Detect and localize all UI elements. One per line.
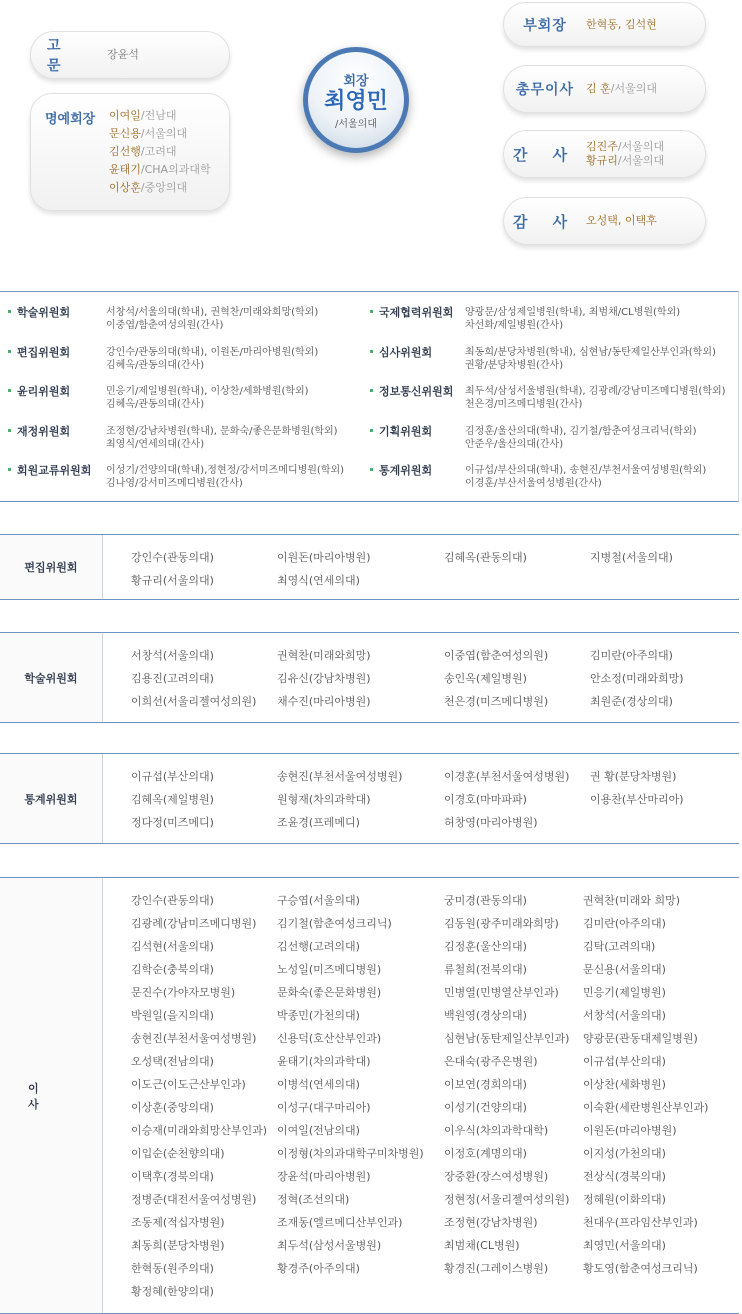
member-cell: 민응기(제일병원) — [583, 986, 666, 999]
member-cell: 강인수(관동의대) — [131, 894, 214, 907]
member-cell: 이병석(연세의대) — [277, 1078, 360, 1091]
member-cell: 최두석(삼성서울병원) — [277, 1239, 382, 1252]
member-cell: 이원돈(마리아병원) — [277, 551, 371, 564]
member-grid — [131, 765, 740, 834]
member-cell: 김미란(아주의대) — [583, 917, 666, 930]
member-cell: 신용덕(호산산부인과) — [277, 1032, 382, 1045]
member-grid — [131, 889, 742, 1303]
member-cell: 한혁동(원주의대) — [131, 1262, 214, 1275]
member-cell: 정다정(미즈메디) — [131, 816, 214, 829]
committee-name: 편집위원회 — [17, 346, 71, 359]
member-cell: 황도영(함춘여성크리닉) — [583, 1262, 698, 1275]
editorial-committee-table — [0, 534, 739, 600]
auditor-card — [503, 197, 706, 245]
member-cell: 이희선(서울리젤여성의원) — [131, 695, 257, 708]
member-cell: 이경호(마마파파) — [444, 793, 527, 806]
member-cell: 문진수(가야자모병원) — [131, 986, 236, 999]
member-cell: 이입순(순천향의대) — [131, 1147, 225, 1160]
member-cell: 김유신(강남차병원) — [277, 672, 371, 685]
member-cell: 이규섭(부산의대) — [131, 770, 214, 783]
committee-name: 학술위원회 — [17, 306, 71, 319]
member-cell: 황경주(아주의대) — [277, 1262, 360, 1275]
committee-members: 최동희/분당차병원(학내), 심현남/동탄제일산부인과(학외) 권황/분당차병원(간사) — [465, 347, 716, 371]
member-cell: 조동제(적십자병원) — [131, 1216, 225, 1229]
committee-members: 이규섭/부산의대(학내), 송현진/부천서울여성병원(학외) 이경훈/부산서울여성병원(간사) — [465, 465, 707, 489]
bullet-icon — [370, 350, 373, 353]
member-cell: 이보연(경희의대) — [444, 1078, 527, 1091]
member-cell: 최범채(CL병원) — [444, 1239, 520, 1252]
committee-name: 기획위원회 — [379, 425, 433, 438]
member-cell: 장윤석(마리아병원) — [277, 1170, 371, 1183]
honorary-list — [109, 107, 211, 197]
member-cell: 권혁찬(미래와 희망) — [583, 894, 681, 907]
general-secretary-role: 총무이사 — [515, 82, 575, 98]
committee-name: 정보통신위원회 — [379, 385, 454, 398]
member-cell: 정병준(대전서울여성병원) — [131, 1193, 257, 1206]
member-grid — [131, 644, 740, 713]
honorary-member: 이상훈/중앙의대 — [109, 181, 188, 194]
member-cell: 이원돈(마리아병원) — [583, 1124, 677, 1137]
table-heading: 통계위원회 — [0, 754, 103, 843]
committee-members: 최두석/삼성서울병원(학내), 김광례/강남미즈메디병원(학외) 천은경/미즈메디병원(간사) — [465, 386, 726, 410]
general-secretary-card — [503, 65, 706, 113]
member-cell: 이성기(건양의대) — [444, 1101, 527, 1114]
member-cell: 최원준(경상의대) — [590, 695, 673, 708]
member-cell: 이정호(계명의대) — [444, 1147, 527, 1160]
member-grid — [131, 546, 740, 592]
member-cell: 황경진(그레이스병원) — [444, 1262, 549, 1275]
member-cell: 양광문(관동대제일병원) — [583, 1032, 698, 1045]
member-cell: 최동희(분당차병원) — [131, 1239, 225, 1252]
member-cell: 이지성(가천의대) — [583, 1147, 666, 1160]
member-cell: 문화숙(좋은문화병원) — [277, 986, 382, 999]
academic-committee-table — [0, 632, 739, 723]
member-cell: 장중환(장스여성병원) — [444, 1170, 549, 1183]
member-cell: 구승엽(서울의대) — [277, 894, 360, 907]
member-cell: 김탁(고려의대) — [583, 940, 656, 953]
member-cell: 황정혜(한양의대) — [131, 1285, 214, 1298]
secretary-card — [503, 130, 706, 178]
bullet-icon — [8, 310, 11, 313]
member-cell: 김미란(아주의대) — [590, 649, 673, 662]
member-cell: 김광례(강남미즈메디병원) — [131, 917, 257, 930]
bullet-icon — [370, 389, 373, 392]
member-cell: 안소정(미래와희망) — [590, 672, 684, 685]
bullet-icon — [8, 389, 11, 392]
committee-members: 양광문/삼성제일병원(학내), 최범채/CL병원(학외) 차선화/제일병원(간사) — [465, 307, 681, 331]
honorary-member: 김선행/고려대 — [109, 145, 177, 158]
statistics-committee-table — [0, 753, 739, 844]
member-cell: 심현남(동탄제일산부인과) — [444, 1032, 570, 1045]
member-cell: 이경훈(부천서울여성병원) — [444, 770, 570, 783]
member-cell: 천은경(미즈메디병원) — [444, 695, 549, 708]
member-cell: 박종민(가천의대) — [277, 1009, 360, 1022]
member-cell: 오성택(전남의대) — [131, 1055, 214, 1068]
secretary-names: 김진주/서울의대 황규리/서울의대 — [586, 140, 665, 167]
member-cell: 문신용(서울의대) — [583, 963, 666, 976]
member-cell: 김석현(서울의대) — [131, 940, 214, 953]
advisor-name: 장윤석 — [107, 48, 139, 61]
member-cell: 이정형(차의과대학구미차병원) — [277, 1147, 424, 1160]
member-cell: 노성일(미즈메디병원) — [277, 963, 382, 976]
honorary-member: 문신용/서울의대 — [109, 127, 188, 140]
member-cell: 최영식(연세의대) — [277, 574, 360, 587]
member-cell: 지병철(서울의대) — [590, 551, 673, 564]
table-heading: 이 사 — [0, 878, 103, 1313]
bullet-icon — [370, 310, 373, 313]
member-cell: 김용진(고려의대) — [131, 672, 214, 685]
committee-name: 국제협력위원회 — [379, 306, 454, 319]
bullet-icon — [8, 350, 11, 353]
member-cell: 원형재(차의과학대) — [277, 793, 371, 806]
directors-table — [0, 877, 739, 1314]
member-cell: 궁미경(관동의대) — [444, 894, 527, 907]
member-cell: 권 황(분당차병원) — [590, 770, 677, 783]
member-cell: 백원영(경상의대) — [444, 1009, 527, 1022]
committee-name: 회원교류위원회 — [17, 464, 92, 477]
president-affiliation: /서울의대 — [334, 119, 377, 130]
member-cell: 채수진(마리아병원) — [277, 695, 371, 708]
committee-name: 윤리위원회 — [17, 385, 71, 398]
table-heading: 편집위원회 — [0, 535, 103, 599]
member-cell: 김기철(함춘여성크리닉) — [277, 917, 392, 930]
member-cell: 송인옥(제일병원) — [444, 672, 527, 685]
committee-members: 조정현/강남차병원(학내), 문화숙/좋은문화병원(학외) 최영식/연세의대(간사) — [106, 426, 338, 450]
member-cell: 이상찬(세화병원) — [583, 1078, 666, 1091]
honorary-member: 이여일/전남대 — [109, 109, 177, 122]
president-name: 최영민 — [324, 89, 388, 114]
committee-members: 강인수/관동의대(학내), 이원돈/마리아병원(학외) 김혜옥/관동의대(간사) — [106, 347, 319, 371]
bullet-icon — [8, 429, 11, 432]
advisor-card — [30, 31, 230, 79]
member-cell: 이성구(대구마리아) — [277, 1101, 371, 1114]
honorary-member: 윤태기/CHA의과대학 — [109, 163, 211, 176]
member-cell: 김혜옥(제일병원) — [131, 793, 214, 806]
auditor-role: 감 사 — [512, 212, 578, 231]
president-circle — [303, 47, 409, 153]
member-cell: 조재동(엘르메디산부인과) — [277, 1216, 403, 1229]
table-heading: 학술위원회 — [0, 633, 103, 722]
member-cell: 강인수(관동의대) — [131, 551, 214, 564]
member-cell: 서창석(서울의대) — [583, 1009, 666, 1022]
member-cell: 전상식(경북의대) — [583, 1170, 666, 1183]
president-title: 회장 — [343, 74, 369, 89]
member-cell: 이용찬(부산마리아) — [590, 793, 684, 806]
committee-name: 재정위원회 — [17, 425, 71, 438]
member-cell: 송현진(부천서울여성병원) — [131, 1032, 257, 1045]
member-cell: 정혁(조선의대) — [277, 1193, 350, 1206]
member-cell: 민병열(민병열산부인과) — [444, 986, 559, 999]
committee-members: 이성기/건양의대(학내),정현정/강서미즈메디병원(학외) 김나영/강서미즈메디병원(간사) — [106, 465, 345, 489]
member-cell: 조윤경(프레메디) — [277, 816, 360, 829]
member-cell: 이숙환(세란병원산부인과) — [583, 1101, 709, 1114]
member-cell: 황규리(서울의대) — [131, 574, 214, 587]
committee-members: 민응기/제일병원(학내), 이상찬/세화병원(학외) 김혜옥/관동의대(간사) — [106, 386, 309, 410]
general-secretary-name: 김 훈/서울의대 — [586, 82, 657, 95]
honorary-role: 명예회장 — [45, 112, 96, 127]
member-cell: 김동원(광주미래와희망) — [444, 917, 559, 930]
member-cell: 정혜원(이화의대) — [583, 1193, 666, 1206]
member-cell: 김선행(고려의대) — [277, 940, 360, 953]
bullet-icon — [8, 468, 11, 471]
member-cell: 이승재(미래와희망산부인과) — [131, 1124, 268, 1137]
member-cell: 이도근(이도근산부인과) — [131, 1078, 246, 1091]
president-badge — [303, 47, 409, 175]
vice-president-role: 부회장 — [523, 17, 567, 34]
vice-president-card — [503, 2, 706, 47]
committee-members: 서창석/서울의대(학내), 권혁찬/미래와희망(학외) 이중엽/함춘여성의원(간사) — [106, 307, 319, 331]
committee-name: 통계위원회 — [379, 464, 433, 477]
member-cell: 김학순(충북의대) — [131, 963, 214, 976]
member-cell: 이규섭(부산의대) — [583, 1055, 666, 1068]
committee-name: 심사위원회 — [379, 346, 433, 359]
member-cell: 천대우(프라임산부인과) — [583, 1216, 698, 1229]
member-cell: 허창영(마리아병원) — [444, 816, 538, 829]
member-cell: 이우식(차의과학대학) — [444, 1124, 549, 1137]
member-cell: 김혜옥(관동의대) — [444, 551, 527, 564]
secretary-role: 간 사 — [512, 145, 578, 164]
member-cell: 류철희(전북의대) — [444, 963, 527, 976]
member-cell: 이중엽(함춘여성의원) — [444, 649, 549, 662]
member-cell: 송현진(부천서울여성병원) — [277, 770, 403, 783]
member-cell: 이상훈(중앙의대) — [131, 1101, 214, 1114]
vice-president-names: 한혁동, 김석현 — [586, 17, 657, 31]
member-cell: 조정현(강남차병원) — [444, 1216, 538, 1229]
honorary-president-card — [30, 93, 230, 211]
member-cell: 최영민(서울의대) — [583, 1239, 666, 1252]
member-cell: 박원일(을지의대) — [131, 1009, 214, 1022]
bullet-icon — [370, 429, 373, 432]
committee-summary — [0, 291, 739, 502]
bullet-icon — [370, 468, 373, 471]
committee-members: 김정훈/울산의대(학내), 김기철/함춘여성크리닉(학외) 안준우/울산의대(간사) — [465, 426, 697, 450]
member-cell: 김정훈(울산의대) — [444, 940, 527, 953]
auditor-names: 오성택, 이택후 — [586, 214, 657, 227]
member-cell: 정현정(서울리젤여성의원) — [444, 1193, 570, 1206]
member-cell: 이여일(전남의대) — [277, 1124, 360, 1137]
member-cell: 은대숙(광주은병원) — [444, 1055, 538, 1068]
member-cell: 이택후(경북의대) — [131, 1170, 214, 1183]
member-cell: 윤태기(차의과학대) — [277, 1055, 371, 1068]
member-cell: 서창석(서울의대) — [131, 649, 214, 662]
member-cell: 권혁찬(미래와희망) — [277, 649, 371, 662]
advisor-role: 고 문 — [47, 38, 73, 74]
